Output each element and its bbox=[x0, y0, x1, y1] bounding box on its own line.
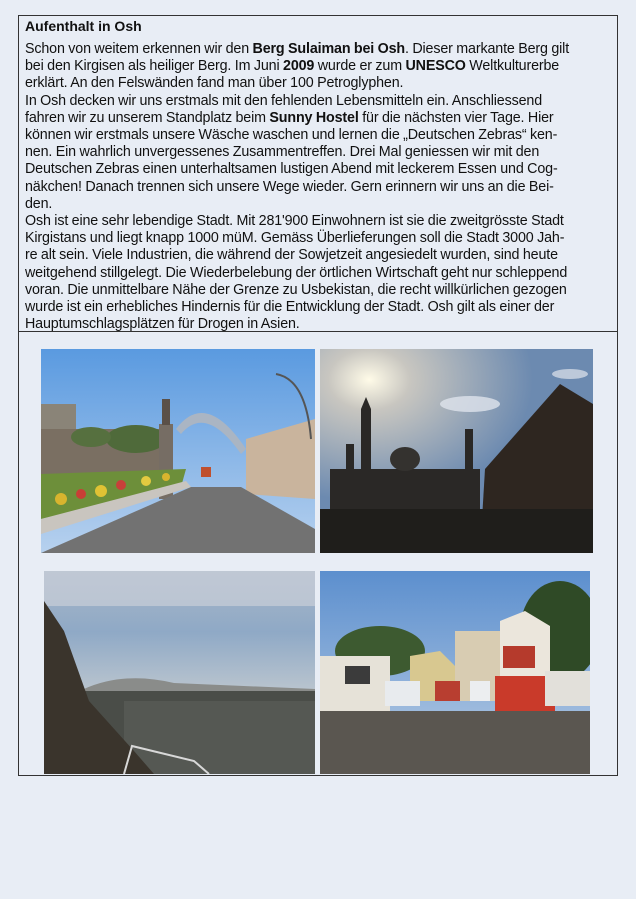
text-line: fahren wir zu unserem Standplatz beim Sunny Hostel für die nächsten vier Tage. Hier bbox=[25, 109, 554, 126]
text-line: wurde ist ein erhebliches Hindernis für die Entwicklung der Stadt. Osh gilt als einer der bbox=[25, 299, 555, 316]
text-line: weitgehend stillgelegt. Die Wiederbelebung der örtlichen Wirtschaft geht nur schleppend bbox=[25, 264, 568, 281]
bold-term: Berg Sulaiman bei Osh bbox=[252, 41, 406, 57]
photo-city-view bbox=[44, 571, 315, 774]
text-line: In Osh decken wir uns erstmals mit den fehlenden Lebensmitteln ein. Anschliessend bbox=[25, 92, 543, 109]
bold-term: 2009 bbox=[283, 58, 315, 75]
text-line: Kirgistans und liegt knapp 1000 müM. Gemäss Überlieferungen soll die Stadt 3000 Jah- bbox=[25, 230, 565, 247]
photo-mosque-mountain bbox=[320, 349, 593, 553]
text-line: voran. Die unmittelbare Nähe der Grenze zu Usbekistan, die recht willkürlichen gezogen bbox=[25, 281, 567, 298]
bold-term: Sunny Hostel bbox=[269, 109, 359, 126]
body-text bbox=[25, 41, 611, 333]
text-section bbox=[19, 16, 617, 332]
photo-street-monument bbox=[41, 349, 315, 553]
text-line: Deutschen Zebras einen unterhaltsamen lustigen Abend mit leckerem Essen und Cog- bbox=[25, 161, 558, 178]
text-line: Osh ist eine sehr lebendige Stadt. Mit 281'900 Einwohnern ist sie die zweitgrösste Stadt bbox=[25, 213, 564, 230]
text-line: Schon von weitem erkennen wir den Berg Sulaiman bei Osh. Dieser markante Berg gilt bbox=[25, 41, 570, 57]
photo-sunny-hostel bbox=[320, 571, 590, 774]
text-line: erklärt. An den Felswänden fand man über 100 Petroglyphen. bbox=[25, 75, 404, 92]
text-line: näkchen! Danach trennen sich unsere Wege wieder. Gern erinnern wir uns an die Bei- bbox=[25, 178, 554, 195]
bold-term: UNESCO bbox=[405, 58, 466, 75]
text-line: den. bbox=[25, 195, 53, 212]
text-line: re alt sein. Viele Industrien, die während der Sowjetzeit angesiedelt wurden, sind heute bbox=[25, 247, 558, 264]
section-title: Aufenthalt in Osh bbox=[25, 18, 142, 34]
text-line: nen. Ein wahrlich unvergessenes Zusammentreffen. Drei Mal geniessen wir mit den bbox=[25, 144, 540, 161]
text-line: bei den Kirgisen als heiliger Berg. Im Juni 2009 wurde er zum UNESCO Weltkulturerbe bbox=[25, 58, 560, 75]
text-line: Hauptumschlagsplätzen für Drogen in Asien. bbox=[25, 316, 300, 333]
text-line: können wir erstmals unsere Wäsche waschen und lernen die „Deutschen Zebras“ ken- bbox=[25, 127, 558, 144]
